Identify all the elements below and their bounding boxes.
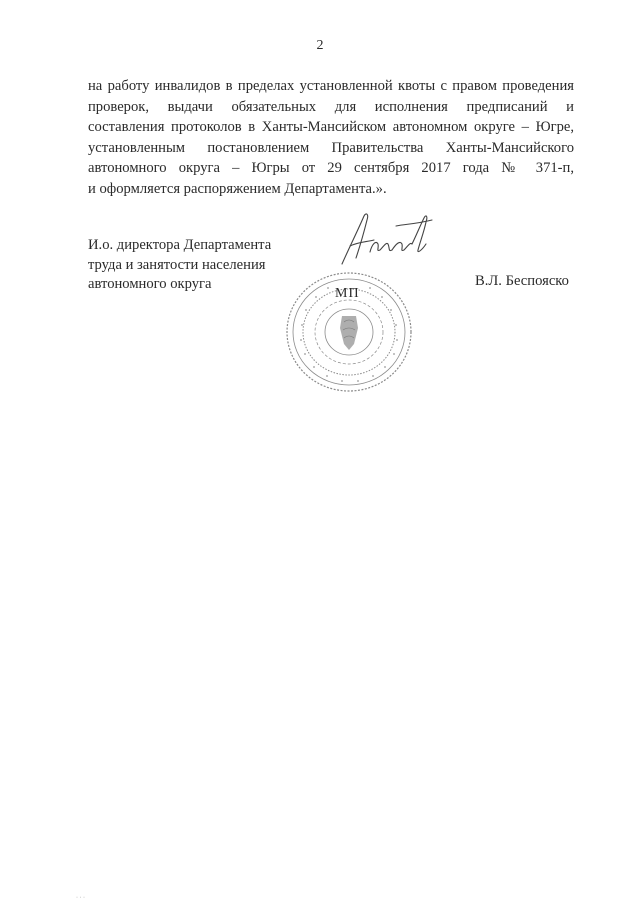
position-line: автономного округа — [88, 276, 212, 292]
stamp-mp-label: МП — [335, 286, 360, 301]
body-line: установленным постановлением Правительства Ханты-Мансийского — [88, 139, 574, 156]
body-line: и оформляется распоряжением Департамента.». — [88, 180, 387, 197]
position-line: труда и занятости населения — [88, 256, 266, 273]
signatory-position — [88, 236, 271, 295]
body-line: на работу инвалидов в пределах установленной квоты с правом проведения — [88, 78, 574, 94]
corner-mark: · · · — [76, 895, 85, 901]
position-line: И.о. директора Департамента — [88, 237, 272, 253]
body-line: автономного округа – Югры от 29 сентября 2017 года № 371-п, — [88, 160, 574, 177]
page-number: 2 — [316, 38, 324, 53]
handwritten-signature — [336, 206, 436, 272]
signer-name: В.Л. Беспояско — [475, 273, 569, 289]
body-paragraph — [88, 76, 574, 200]
body-line: составления протоколов в Ханты-Мансийском автономном округе – Югре, — [88, 119, 574, 136]
body-line: проверок, выдачи обязательных для исполнения предписаний и — [88, 98, 574, 115]
